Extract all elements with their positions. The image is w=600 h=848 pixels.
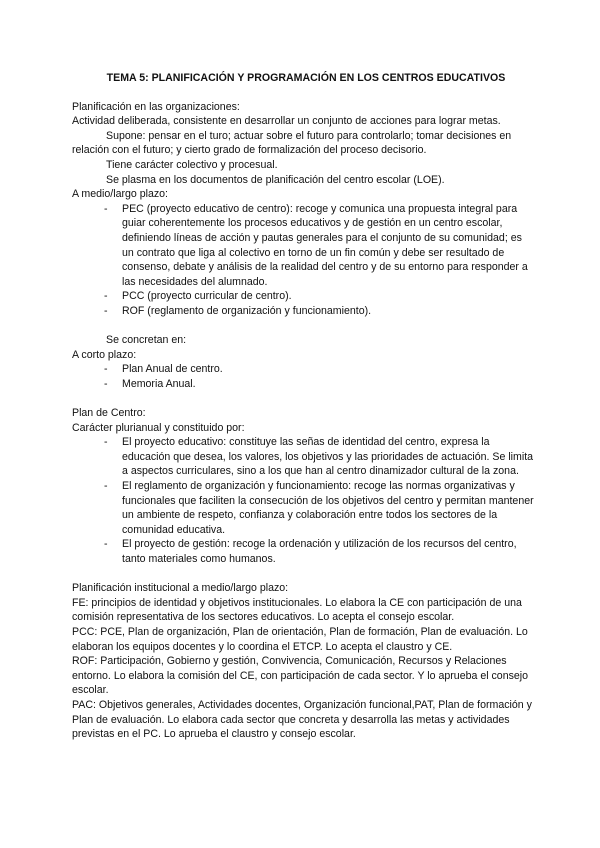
list-item: - ROF (reglamento de organización y funcionamiento).	[106, 304, 534, 319]
paragraph: Se plasma en los documentos de planificación del centro escolar (LOE).	[106, 173, 445, 186]
paragraph: Supone: pensar en el turo; actuar sobre el futuro para controlarlo; tomar decisiones en relación con el futuro; y cierto grado de formalización del proceso decisorio.	[72, 129, 512, 157]
list-item: - El proyecto educativo: constituye las señas de identidad del centro, expresa la educación que desea, los valores, los objetivos y las prioridades de actuación. Se limita a aspectos curriculares, sino a los que han al centro dinamizador cultural de la zona.	[106, 435, 534, 479]
paragraph-rof: ROF: Participación, Gobierno y gestión, Convivencia, Comunicación, Recursos y Relaciones entorno. Lo elabora la comisión del CE, con participación de cada sector. Y lo aprueba el consejo escolar.	[72, 655, 529, 697]
section-planificacion-organizaciones	[72, 100, 534, 392]
bullet-list	[72, 435, 534, 566]
subheading-medio-plazo: A medio/largo plazo:	[72, 188, 168, 201]
definition-paragraph: Actividad deliberada, consistente en desarrollar un conjunto de acciones para lograr metas.	[72, 115, 501, 128]
paragraph: Tiene carácter colectivo y procesual.	[106, 158, 278, 171]
paragraph-pcc: PCC: PCE, Plan de organización, Plan de orientación, Plan de formación, Plan de evaluación. Lo elaboran los equipos docentes y lo coordina el ETCP. Lo acepta el claustro y CE.	[72, 625, 528, 653]
section-heading: Planificación institucional a medio/largo plazo:	[72, 582, 289, 595]
bullet-list	[72, 202, 534, 319]
section-plan-de-centro	[72, 406, 534, 567]
list-item: - El proyecto de gestión: recoge la ordenación y utilización de los recursos del centro, tanto materiales como humanos.	[106, 537, 534, 566]
list-item: - Memoria Anual.	[106, 377, 534, 392]
paragraph-fe: FE: principios de identidad y objetivos institucionales. Lo elabora la CE con participación de una comisión representativa de los sectores educativos. Lo acepta el consejo escolar.	[72, 596, 522, 624]
paragraph: Carácter plurianual y constituido por:	[72, 421, 245, 434]
paragraph-pac: PAC: Objetivos generales, Actividades docentes, Organización funcional,PAT, Plan de formación y Plan de evaluación. Lo elabora cada sector que concreta y desarrolla las metas y actividades previstas en el PC. Lo aprueba el claustro y consejo escolar.	[72, 698, 532, 741]
section-planificacion-institucional	[72, 581, 534, 742]
bullet-list	[72, 362, 534, 391]
list-item: - El reglamento de organización y funcionamiento: recoge las normas organizativas y funcionales que faciliten la consecución de los objetivos del centro y permitan mantener un ambiente de respeto, confianza y colaboración entre todos los sectores de la comunidad educativa.	[106, 479, 534, 537]
section-heading: Planificación en las organizaciones:	[72, 100, 240, 113]
list-item: - Plan Anual de centro.	[106, 362, 534, 377]
section-heading: Plan de Centro:	[72, 407, 146, 420]
subheading-corto-plazo: A corto plazo:	[72, 348, 137, 361]
list-item: - PEC (proyecto educativo de centro): recoge y comunica una propuesta integral para guiar coherentemente los procesos educativos y de gestión en un centro escolar, definiendo líneas de acción y pautas generales para el conjunto de su comunidad; es un contrato que liga al colectivo en torno de un fin común y debe ser resultado de consenso, debate y análisis de la realidad del centro y de su entorno para responder a las necesidades del alumnado.	[106, 202, 534, 290]
page-title: TEMA 5: PLANIFICACIÓN Y PROGRAMACIÓN EN LOS CENTROS EDUCATIVOS	[106, 72, 506, 84]
list-item: - PCC (proyecto curricular de centro).	[106, 289, 534, 304]
paragraph: Se concretan en:	[106, 334, 187, 347]
